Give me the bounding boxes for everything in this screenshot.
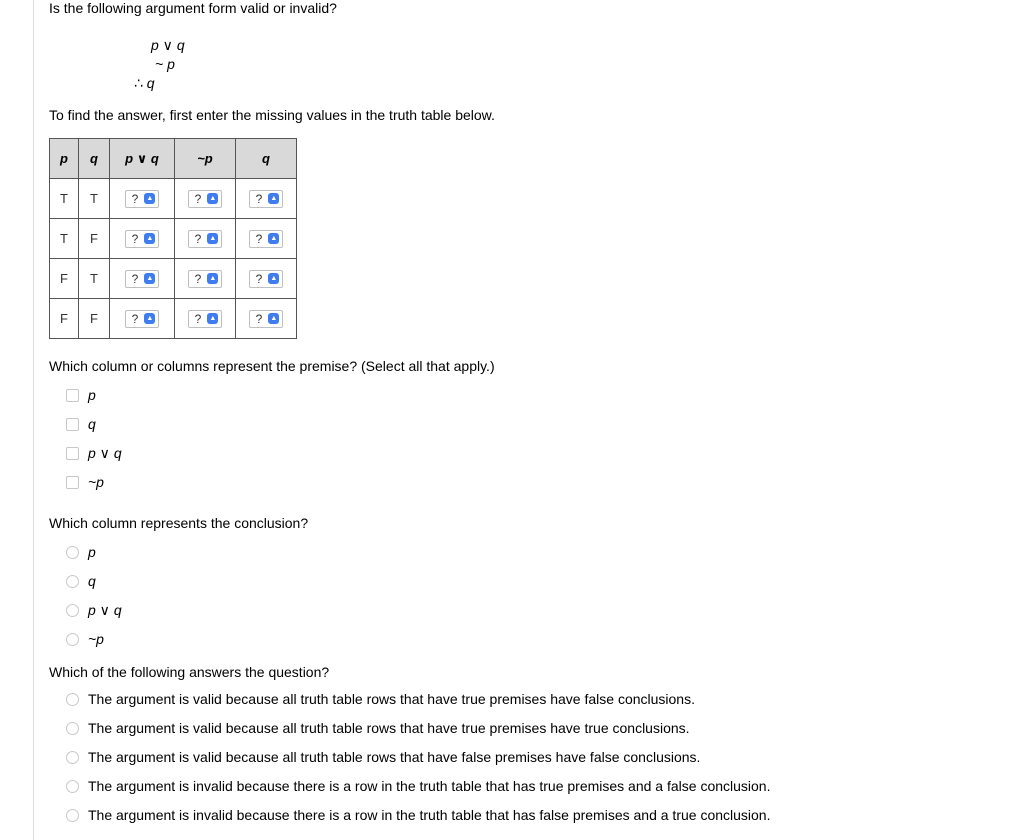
cell-p: T (50, 219, 79, 259)
truth-value-select[interactable] (188, 310, 223, 328)
select-value: ? (255, 231, 263, 246)
cell-p: T (50, 179, 79, 219)
header-not-p: ~p (175, 139, 236, 179)
updown-chevron-icon: ▲ (207, 233, 218, 244)
checkbox[interactable] (66, 418, 79, 431)
truth-value-select[interactable] (249, 310, 284, 328)
updown-chevron-icon: ▲ (144, 313, 155, 324)
select-value: ? (194, 231, 202, 246)
select-value: ? (131, 231, 139, 246)
updown-chevron-icon: ▲ (144, 193, 155, 204)
select-value: ? (194, 271, 202, 286)
table-row (50, 219, 297, 259)
select-value: ? (131, 311, 139, 326)
answer-option-1[interactable]: The argument is valid because all truth table rows that have true premises have false conclusions. (66, 691, 695, 707)
table-row (50, 259, 297, 299)
argument-form (130, 36, 185, 93)
truth-value-select[interactable] (188, 190, 223, 208)
cell-q: F (79, 299, 110, 339)
updown-chevron-icon: ▲ (268, 313, 279, 324)
radio-button[interactable] (66, 751, 79, 764)
updown-chevron-icon: ▲ (207, 273, 218, 284)
truth-value-select[interactable] (125, 230, 160, 248)
truth-value-select[interactable] (125, 310, 160, 328)
answer-option-2[interactable]: The argument is valid because all truth table rows that have true premises have true conclusions. (66, 720, 690, 736)
truth-value-select[interactable] (249, 270, 284, 288)
header-p-or-q: p ∨ q (110, 139, 175, 179)
truth-value-select[interactable] (188, 230, 223, 248)
radio-button[interactable] (66, 780, 79, 793)
premise-1: p ∨ q (151, 37, 185, 53)
radio-button[interactable] (66, 604, 79, 617)
checkbox[interactable] (66, 476, 79, 489)
premise-2: ~ p (155, 56, 175, 72)
conclusion-option-q[interactable]: q (66, 573, 96, 589)
table-row (50, 299, 297, 339)
select-value: ? (194, 191, 202, 206)
cell-p: F (50, 299, 79, 339)
updown-chevron-icon: ▲ (268, 233, 279, 244)
updown-chevron-icon: ▲ (268, 273, 279, 284)
truth-value-select[interactable] (188, 270, 223, 288)
conclusion-line: ∴ q (134, 75, 155, 91)
instruction-text: To find the answer, first enter the missing values in the truth table below. (49, 107, 495, 123)
updown-chevron-icon: ▲ (268, 193, 279, 204)
table-row (50, 179, 297, 219)
question-title: Is the following argument form valid or invalid? (49, 0, 337, 16)
radio-button[interactable] (66, 722, 79, 735)
checkbox[interactable] (66, 447, 79, 460)
conclusion-option-not-p[interactable]: ~p (66, 631, 104, 647)
select-value: ? (255, 311, 263, 326)
premise-question: Which column or columns represent the premise? (Select all that apply.) (49, 358, 495, 374)
cell-q: T (79, 179, 110, 219)
radio-button[interactable] (66, 575, 79, 588)
truth-value-select[interactable] (249, 190, 284, 208)
answer-option-3[interactable]: The argument is valid because all truth table rows that have false premises have false conclusions. (66, 749, 700, 765)
cell-p: F (50, 259, 79, 299)
updown-chevron-icon: ▲ (144, 273, 155, 284)
premise-option-q[interactable]: q (66, 416, 96, 432)
radio-button[interactable] (66, 546, 79, 559)
conclusion-question: Which column represents the conclusion? (49, 515, 309, 531)
conclusion-option-p[interactable]: p (66, 544, 96, 560)
truth-value-select[interactable] (125, 190, 160, 208)
select-value: ? (131, 191, 139, 206)
table-header-row (50, 139, 297, 179)
answer-option-4[interactable]: The argument is invalid because there is a row in the truth table that has true premises and a false conclusion. (66, 778, 771, 794)
truth-value-select[interactable] (125, 270, 160, 288)
answer-option-5[interactable]: The argument is invalid because there is a row in the truth table that has false premises and a true conclusion. (66, 807, 771, 823)
answer-question: Which of the following answers the question? (49, 664, 330, 680)
radio-button[interactable] (66, 693, 79, 706)
premise-option-p-or-q[interactable]: p ∨ q (66, 445, 122, 462)
radio-button[interactable] (66, 633, 79, 646)
conclusion-option-p-or-q[interactable]: p ∨ q (66, 602, 122, 619)
header-q: q (79, 139, 110, 179)
select-value: ? (255, 191, 263, 206)
select-value: ? (255, 271, 263, 286)
select-value: ? (194, 311, 202, 326)
select-value: ? (131, 271, 139, 286)
updown-chevron-icon: ▲ (207, 193, 218, 204)
truth-table (49, 138, 297, 339)
cell-q: T (79, 259, 110, 299)
checkbox[interactable] (66, 389, 79, 402)
cell-q: F (79, 219, 110, 259)
header-conclusion-q: q (236, 139, 297, 179)
left-margin-rule (33, 0, 34, 840)
updown-chevron-icon: ▲ (144, 233, 155, 244)
premise-option-not-p[interactable]: ~p (66, 474, 104, 490)
truth-value-select[interactable] (249, 230, 284, 248)
premise-option-p[interactable]: p (66, 387, 96, 403)
header-p: p (50, 139, 79, 179)
updown-chevron-icon: ▲ (207, 313, 218, 324)
radio-button[interactable] (66, 809, 79, 822)
